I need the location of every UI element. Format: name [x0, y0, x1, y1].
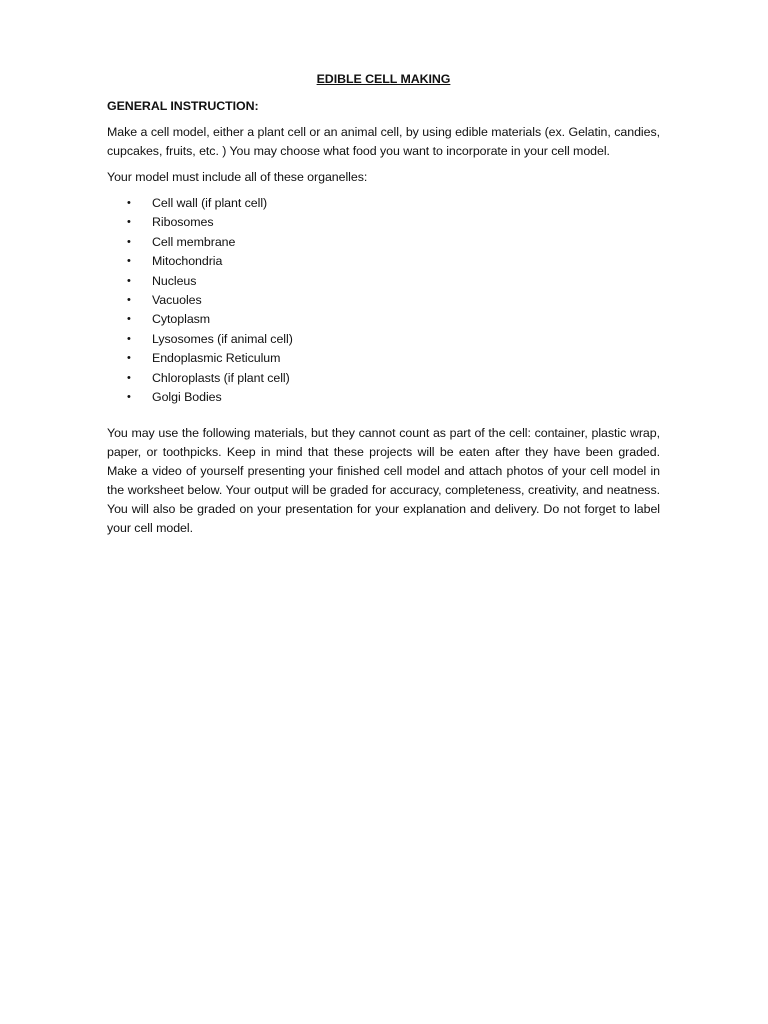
list-item: [107, 252, 660, 271]
organelle-list: [107, 194, 660, 407]
bullet-icon: •: [127, 293, 131, 306]
list-item: [107, 369, 660, 388]
document-title: EDIBLE CELL MAKING: [316, 72, 451, 86]
bullet-icon: •: [127, 216, 131, 229]
bullet-icon: •: [127, 255, 131, 268]
list-item-label: Vacuoles: [152, 292, 202, 307]
bullet-icon: •: [127, 371, 131, 384]
list-item: [107, 272, 660, 291]
list-item-label: Lysosomes (if animal cell): [152, 331, 293, 346]
list-item: [107, 388, 660, 407]
list-item: [107, 349, 660, 368]
materials-paragraph: You may use the following materials, but they cannot count as part of the cell: container, plastic wrap, paper, or toothpicks. Keep in mind that these projects will be eaten after they have been graded. Make a video of yourself presenting your finished cell model and attach photos of your cell model in the worksheet below. Your output will be graded for accuracy, completeness, creativity, and neatness. You will also be graded on your presentation for your explanation and delivery. Do not forget to label your cell model.: [107, 426, 660, 536]
document-content: [107, 70, 660, 538]
list-item-label: Mitochondria: [152, 254, 223, 269]
list-item-label: Cytoplasm: [152, 312, 211, 327]
list-item: [107, 213, 660, 232]
bullet-icon: •: [127, 274, 131, 287]
list-item-label: Cell wall (if plant cell): [152, 196, 268, 210]
list-item-label: Chloroplasts (if plant cell): [152, 370, 290, 385]
list-item-label: Cell membrane: [152, 234, 236, 249]
list-item: [107, 233, 660, 252]
list-item-label: Ribosomes: [152, 215, 214, 230]
list-item: [107, 330, 660, 349]
organelles-intro: Your model must include all of these organelles:: [107, 170, 368, 184]
list-item: [107, 310, 660, 329]
list-item-label: Endoplasmic Reticulum: [152, 351, 281, 366]
bullet-icon: •: [127, 197, 131, 209]
bullet-icon: •: [127, 235, 131, 248]
bullet-icon: •: [127, 390, 131, 403]
bullet-icon: •: [127, 352, 131, 365]
list-item: [107, 194, 660, 213]
list-item: [107, 291, 660, 310]
general-instruction-heading: GENERAL INSTRUCTION:: [107, 99, 259, 113]
list-item-label: Nucleus: [152, 273, 197, 288]
intro-paragraph: Make a cell model, either a plant cell or an animal cell, by using edible materials (ex. Gelatin, candies, cupcakes, fruits, etc. ) You may choose what food you want to incorporate in your cell model.: [107, 125, 660, 158]
list-item-label: Golgi Bodies: [152, 389, 222, 404]
bullet-icon: •: [127, 313, 131, 326]
bullet-icon: •: [127, 332, 131, 345]
